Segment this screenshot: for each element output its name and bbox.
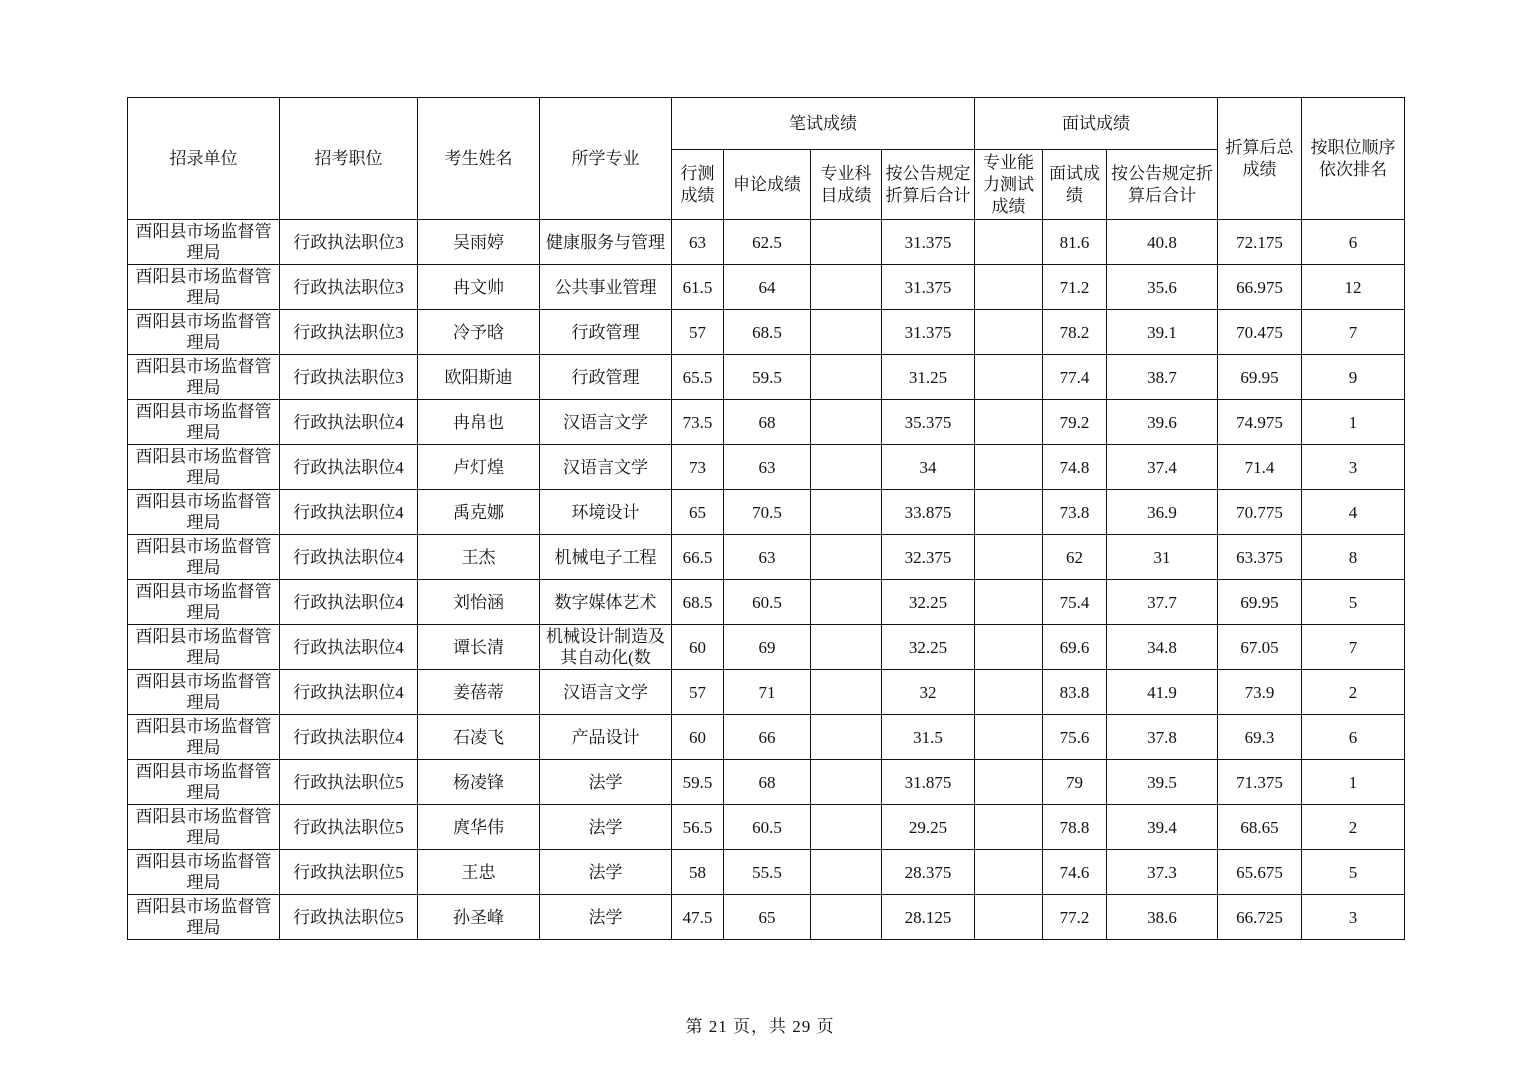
cell-total: 74.975: [1218, 400, 1302, 445]
cell-unit-text: 酉阳县市场监督管理局: [135, 312, 272, 352]
table-row: [128, 805, 1405, 850]
cell-rank: 1: [1302, 760, 1405, 805]
cell-total: 66.725: [1218, 895, 1302, 940]
cell-ability-test: [975, 265, 1043, 310]
cell-shenlun: 71: [724, 670, 811, 715]
cell-position: 行政执法职位4: [280, 535, 418, 580]
table-row: [128, 265, 1405, 310]
cell-major: [540, 490, 672, 535]
cell-shenlun: 60.5: [724, 805, 811, 850]
cell-unit-text: 酉阳县市场监督管理局: [135, 222, 272, 262]
table-row: [128, 895, 1405, 940]
header-written-group: 笔试成绩: [672, 98, 975, 150]
cell-rank: 4: [1302, 490, 1405, 535]
cell-unit-text: 酉阳县市场监督管理局: [135, 852, 272, 892]
cell-professional: [811, 265, 882, 310]
cell-written-converted: 35.375: [882, 400, 975, 445]
cell-total: 69.3: [1218, 715, 1302, 760]
cell-unit-text: 酉阳县市场监督管理局: [135, 582, 272, 622]
cell-xingce: 65: [672, 490, 724, 535]
cell-written-converted: 31.875: [882, 760, 975, 805]
cell-ability-test: [975, 670, 1043, 715]
header-total: 折算后总成绩: [1218, 98, 1302, 220]
cell-major-text: 汉语言文学: [563, 412, 648, 432]
cell-interview-converted: 37.8: [1107, 715, 1218, 760]
cell-name: 欧阳斯迪: [418, 355, 540, 400]
cell-interview-converted: 37.3: [1107, 850, 1218, 895]
cell-major-text: 法学: [588, 862, 623, 882]
cell-written-converted: 32.25: [882, 625, 975, 670]
cell-professional: [811, 760, 882, 805]
page-footer: 第 21 页，共 29 页: [685, 1017, 835, 1036]
cell-professional: [811, 805, 882, 850]
header-interview-group: 面试成绩: [975, 98, 1218, 150]
cell-ability-test: [975, 715, 1043, 760]
cell-ability-test: [975, 895, 1043, 940]
cell-xingce: 57: [672, 310, 724, 355]
cell-interview-converted: 37.7: [1107, 580, 1218, 625]
cell-major-text: 法学: [588, 907, 623, 927]
cell-written-converted: 33.875: [882, 490, 975, 535]
cell-major-text: 公共事业管理: [554, 277, 657, 297]
cell-shenlun: 63: [724, 445, 811, 490]
cell-major: [540, 760, 672, 805]
cell-shenlun: 55.5: [724, 850, 811, 895]
cell-total: 70.475: [1218, 310, 1302, 355]
cell-major-text: 法学: [588, 817, 623, 837]
cell-ability-test: [975, 490, 1043, 535]
cell-xingce: 57: [672, 670, 724, 715]
cell-professional: [811, 850, 882, 895]
cell-unit: [128, 805, 280, 850]
cell-unit-text: 酉阳县市场监督管理局: [135, 717, 272, 757]
cell-ability-test: [975, 535, 1043, 580]
table-row: [128, 715, 1405, 760]
cell-total: 71.4: [1218, 445, 1302, 490]
cell-rank: 2: [1302, 805, 1405, 850]
cell-written-converted: 31.375: [882, 310, 975, 355]
cell-xingce: 47.5: [672, 895, 724, 940]
cell-position: 行政执法职位4: [280, 580, 418, 625]
cell-unit-text: 酉阳县市场监督管理局: [135, 537, 272, 577]
cell-interview-score: 83.8: [1043, 670, 1107, 715]
cell-interview-score: 77.2: [1043, 895, 1107, 940]
cell-name: 禹克娜: [418, 490, 540, 535]
cell-xingce: 68.5: [672, 580, 724, 625]
cell-position: 行政执法职位3: [280, 355, 418, 400]
table-row: [128, 625, 1405, 670]
cell-rank: 7: [1302, 625, 1405, 670]
cell-interview-converted: 37.4: [1107, 445, 1218, 490]
cell-professional: [811, 625, 882, 670]
cell-written-converted: 31.5: [882, 715, 975, 760]
cell-unit-text: 酉阳县市场监督管理局: [135, 357, 272, 397]
header-shenlun: 申论成绩: [724, 150, 811, 220]
table-row: [128, 760, 1405, 805]
table-row: [128, 310, 1405, 355]
cell-professional: [811, 220, 882, 265]
header-rank: 按职位顺序依次排名: [1302, 98, 1405, 220]
cell-total: 69.95: [1218, 580, 1302, 625]
table-row: [128, 535, 1405, 580]
cell-total: 63.375: [1218, 535, 1302, 580]
cell-unit-text: 酉阳县市场监督管理局: [135, 762, 272, 802]
cell-xingce: 61.5: [672, 265, 724, 310]
cell-interview-score: 75.4: [1043, 580, 1107, 625]
cell-unit: [128, 670, 280, 715]
cell-interview-converted: 39.6: [1107, 400, 1218, 445]
cell-written-converted: 31.375: [882, 220, 975, 265]
cell-name: 卢灯煌: [418, 445, 540, 490]
cell-unit: [128, 310, 280, 355]
cell-ability-test: [975, 445, 1043, 490]
cell-interview-converted: 34.8: [1107, 625, 1218, 670]
cell-major-text: 数字媒体艺术: [554, 592, 657, 612]
cell-professional: [811, 445, 882, 490]
cell-rank: 6: [1302, 715, 1405, 760]
cell-interview-score: 79: [1043, 760, 1107, 805]
cell-major: [540, 310, 672, 355]
cell-unit: [128, 760, 280, 805]
cell-interview-score: 73.8: [1043, 490, 1107, 535]
cell-major: [540, 625, 672, 670]
cell-shenlun: 66: [724, 715, 811, 760]
cell-rank: 12: [1302, 265, 1405, 310]
cell-major: [540, 805, 672, 850]
cell-name: 庹华伟: [418, 805, 540, 850]
cell-position: 行政执法职位4: [280, 490, 418, 535]
cell-total: 67.05: [1218, 625, 1302, 670]
cell-name: 谭长清: [418, 625, 540, 670]
cell-rank: 6: [1302, 220, 1405, 265]
cell-unit-text: 酉阳县市场监督管理局: [135, 807, 272, 847]
cell-interview-converted: 39.4: [1107, 805, 1218, 850]
cell-major-text: 汉语言文学: [563, 682, 648, 702]
cell-major: [540, 580, 672, 625]
cell-shenlun: 70.5: [724, 490, 811, 535]
cell-unit-text: 酉阳县市场监督管理局: [135, 447, 272, 487]
cell-interview-score: 79.2: [1043, 400, 1107, 445]
cell-major: [540, 355, 672, 400]
cell-rank: 5: [1302, 580, 1405, 625]
cell-total: 68.65: [1218, 805, 1302, 850]
cell-rank: 8: [1302, 535, 1405, 580]
cell-position: 行政执法职位4: [280, 400, 418, 445]
cell-name: 冉帛也: [418, 400, 540, 445]
cell-major: [540, 850, 672, 895]
cell-major: [540, 715, 672, 760]
cell-rank: 1: [1302, 400, 1405, 445]
cell-professional: [811, 895, 882, 940]
cell-interview-converted: 39.1: [1107, 310, 1218, 355]
cell-interview-converted: 36.9: [1107, 490, 1218, 535]
cell-rank: 9: [1302, 355, 1405, 400]
cell-major: [540, 670, 672, 715]
cell-name: 吴雨婷: [418, 220, 540, 265]
cell-name: 冷予晗: [418, 310, 540, 355]
header-professional: 专业科目成绩: [811, 150, 882, 220]
cell-professional: [811, 400, 882, 445]
header-ability-test: 专业能力测试成绩: [975, 150, 1043, 220]
cell-ability-test: [975, 625, 1043, 670]
cell-major-text: 产品设计: [571, 727, 640, 747]
cell-unit-text: 酉阳县市场监督管理局: [135, 402, 272, 442]
cell-total: 66.975: [1218, 265, 1302, 310]
table-row: [128, 580, 1405, 625]
cell-name: 石凌飞: [418, 715, 540, 760]
cell-written-converted: 29.25: [882, 805, 975, 850]
cell-unit: [128, 895, 280, 940]
cell-position: 行政执法职位5: [280, 895, 418, 940]
cell-major-text: 机械电子工程: [554, 547, 657, 567]
cell-major: [540, 895, 672, 940]
cell-unit: [128, 625, 280, 670]
cell-professional: [811, 580, 882, 625]
header-written-converted: 按公告规定折算后合计: [882, 150, 975, 220]
cell-interview-converted: 38.7: [1107, 355, 1218, 400]
cell-unit-text: 酉阳县市场监督管理局: [135, 627, 272, 667]
cell-ability-test: [975, 355, 1043, 400]
cell-position: 行政执法职位4: [280, 445, 418, 490]
cell-written-converted: 31.375: [882, 265, 975, 310]
cell-total: 73.9: [1218, 670, 1302, 715]
cell-interview-score: 75.6: [1043, 715, 1107, 760]
cell-professional: [811, 355, 882, 400]
table-row: [128, 490, 1405, 535]
cell-name: 冉文帅: [418, 265, 540, 310]
cell-professional: [811, 310, 882, 355]
cell-name: 姜蓓蒂: [418, 670, 540, 715]
cell-ability-test: [975, 850, 1043, 895]
cell-ability-test: [975, 310, 1043, 355]
cell-position: 行政执法职位4: [280, 715, 418, 760]
cell-interview-score: 74.6: [1043, 850, 1107, 895]
cell-xingce: 73.5: [672, 400, 724, 445]
cell-rank: 3: [1302, 445, 1405, 490]
cell-major-text: 行政管理: [571, 367, 640, 387]
cell-unit: [128, 490, 280, 535]
cell-position: 行政执法职位5: [280, 805, 418, 850]
cell-major-text: 汉语言文学: [563, 457, 648, 477]
cell-unit: [128, 445, 280, 490]
cell-name: 王忠: [418, 850, 540, 895]
cell-interview-score: 71.2: [1043, 265, 1107, 310]
cell-written-converted: 31.25: [882, 355, 975, 400]
cell-xingce: 73: [672, 445, 724, 490]
cell-ability-test: [975, 760, 1043, 805]
cell-position: 行政执法职位4: [280, 625, 418, 670]
cell-total: 72.175: [1218, 220, 1302, 265]
cell-professional: [811, 715, 882, 760]
cell-position: 行政执法职位5: [280, 850, 418, 895]
cell-unit-text: 酉阳县市场监督管理局: [135, 492, 272, 532]
cell-total: 71.375: [1218, 760, 1302, 805]
cell-interview-converted: 40.8: [1107, 220, 1218, 265]
table-row: [128, 220, 1405, 265]
cell-major: [540, 220, 672, 265]
cell-rank: 5: [1302, 850, 1405, 895]
cell-major-text: 机械设计制造及其自动化(数: [546, 627, 665, 667]
table-row: [128, 850, 1405, 895]
cell-interview-converted: 31: [1107, 535, 1218, 580]
cell-written-converted: 28.375: [882, 850, 975, 895]
cell-major: [540, 445, 672, 490]
cell-shenlun: 69: [724, 625, 811, 670]
cell-ability-test: [975, 400, 1043, 445]
cell-interview-score: 77.4: [1043, 355, 1107, 400]
table-row: [128, 400, 1405, 445]
cell-xingce: 63: [672, 220, 724, 265]
header-major: 所学专业: [540, 98, 672, 220]
cell-unit-text: 酉阳县市场监督管理局: [135, 267, 272, 307]
cell-written-converted: 34: [882, 445, 975, 490]
cell-written-converted: 32.375: [882, 535, 975, 580]
cell-ability-test: [975, 805, 1043, 850]
cell-unit: [128, 535, 280, 580]
cell-xingce: 56.5: [672, 805, 724, 850]
cell-position: 行政执法职位5: [280, 760, 418, 805]
cell-written-converted: 32.25: [882, 580, 975, 625]
cell-unit: [128, 715, 280, 760]
score-table: [127, 97, 1405, 940]
cell-position: 行政执法职位3: [280, 265, 418, 310]
cell-unit: [128, 400, 280, 445]
cell-interview-converted: 41.9: [1107, 670, 1218, 715]
cell-interview-score: 78.2: [1043, 310, 1107, 355]
cell-ability-test: [975, 580, 1043, 625]
cell-interview-score: 74.8: [1043, 445, 1107, 490]
cell-major: [540, 265, 672, 310]
cell-interview-score: 81.6: [1043, 220, 1107, 265]
cell-written-converted: 32: [882, 670, 975, 715]
cell-xingce: 60: [672, 625, 724, 670]
cell-xingce: 58: [672, 850, 724, 895]
cell-total: 70.775: [1218, 490, 1302, 535]
cell-name: 杨凌锋: [418, 760, 540, 805]
cell-shenlun: 62.5: [724, 220, 811, 265]
cell-professional: [811, 535, 882, 580]
cell-unit: [128, 265, 280, 310]
cell-major-text: 环境设计: [571, 502, 640, 522]
cell-professional: [811, 670, 882, 715]
cell-shenlun: 65: [724, 895, 811, 940]
cell-shenlun: 64: [724, 265, 811, 310]
cell-interview-score: 62: [1043, 535, 1107, 580]
cell-major-text: 健康服务与管理: [546, 232, 665, 252]
cell-unit-text: 酉阳县市场监督管理局: [135, 897, 272, 937]
cell-interview-converted: 35.6: [1107, 265, 1218, 310]
header-name: 考生姓名: [418, 98, 540, 220]
cell-xingce: 66.5: [672, 535, 724, 580]
cell-name: 孙圣峰: [418, 895, 540, 940]
table-body: [128, 220, 1405, 940]
cell-written-converted: 28.125: [882, 895, 975, 940]
cell-xingce: 65.5: [672, 355, 724, 400]
cell-position: 行政执法职位3: [280, 310, 418, 355]
cell-shenlun: 68: [724, 400, 811, 445]
cell-major: [540, 535, 672, 580]
cell-interview-converted: 39.5: [1107, 760, 1218, 805]
cell-shenlun: 68.5: [724, 310, 811, 355]
table-header: [128, 98, 1405, 220]
cell-name: 刘怡涵: [418, 580, 540, 625]
cell-xingce: 60: [672, 715, 724, 760]
cell-total: 65.675: [1218, 850, 1302, 895]
header-xingce: 行测成绩: [672, 150, 724, 220]
cell-ability-test: [975, 220, 1043, 265]
header-interview-converted: 按公告规定折算后合计: [1107, 150, 1218, 220]
cell-total: 69.95: [1218, 355, 1302, 400]
cell-unit: [128, 580, 280, 625]
cell-shenlun: 68: [724, 760, 811, 805]
cell-name: 王杰: [418, 535, 540, 580]
cell-position: 行政执法职位3: [280, 220, 418, 265]
cell-professional: [811, 490, 882, 535]
cell-major-text: 行政管理: [571, 322, 640, 342]
cell-position: 行政执法职位4: [280, 670, 418, 715]
table-row: [128, 355, 1405, 400]
cell-xingce: 59.5: [672, 760, 724, 805]
cell-interview-converted: 38.6: [1107, 895, 1218, 940]
cell-interview-score: 69.6: [1043, 625, 1107, 670]
cell-unit-text: 酉阳县市场监督管理局: [135, 672, 272, 712]
cell-unit: [128, 355, 280, 400]
header-interview-score: 面试成绩: [1043, 150, 1107, 220]
cell-rank: 7: [1302, 310, 1405, 355]
cell-unit: [128, 850, 280, 895]
cell-shenlun: 59.5: [724, 355, 811, 400]
cell-shenlun: 60.5: [724, 580, 811, 625]
cell-unit: [128, 220, 280, 265]
cell-major-text: 法学: [588, 772, 623, 792]
cell-rank: 3: [1302, 895, 1405, 940]
cell-shenlun: 63: [724, 535, 811, 580]
cell-major: [540, 400, 672, 445]
cell-rank: 2: [1302, 670, 1405, 715]
table-row: [128, 670, 1405, 715]
cell-interview-score: 78.8: [1043, 805, 1107, 850]
table-row: [128, 445, 1405, 490]
header-position: 招考职位: [280, 98, 418, 220]
header-unit: 招录单位: [128, 98, 280, 220]
